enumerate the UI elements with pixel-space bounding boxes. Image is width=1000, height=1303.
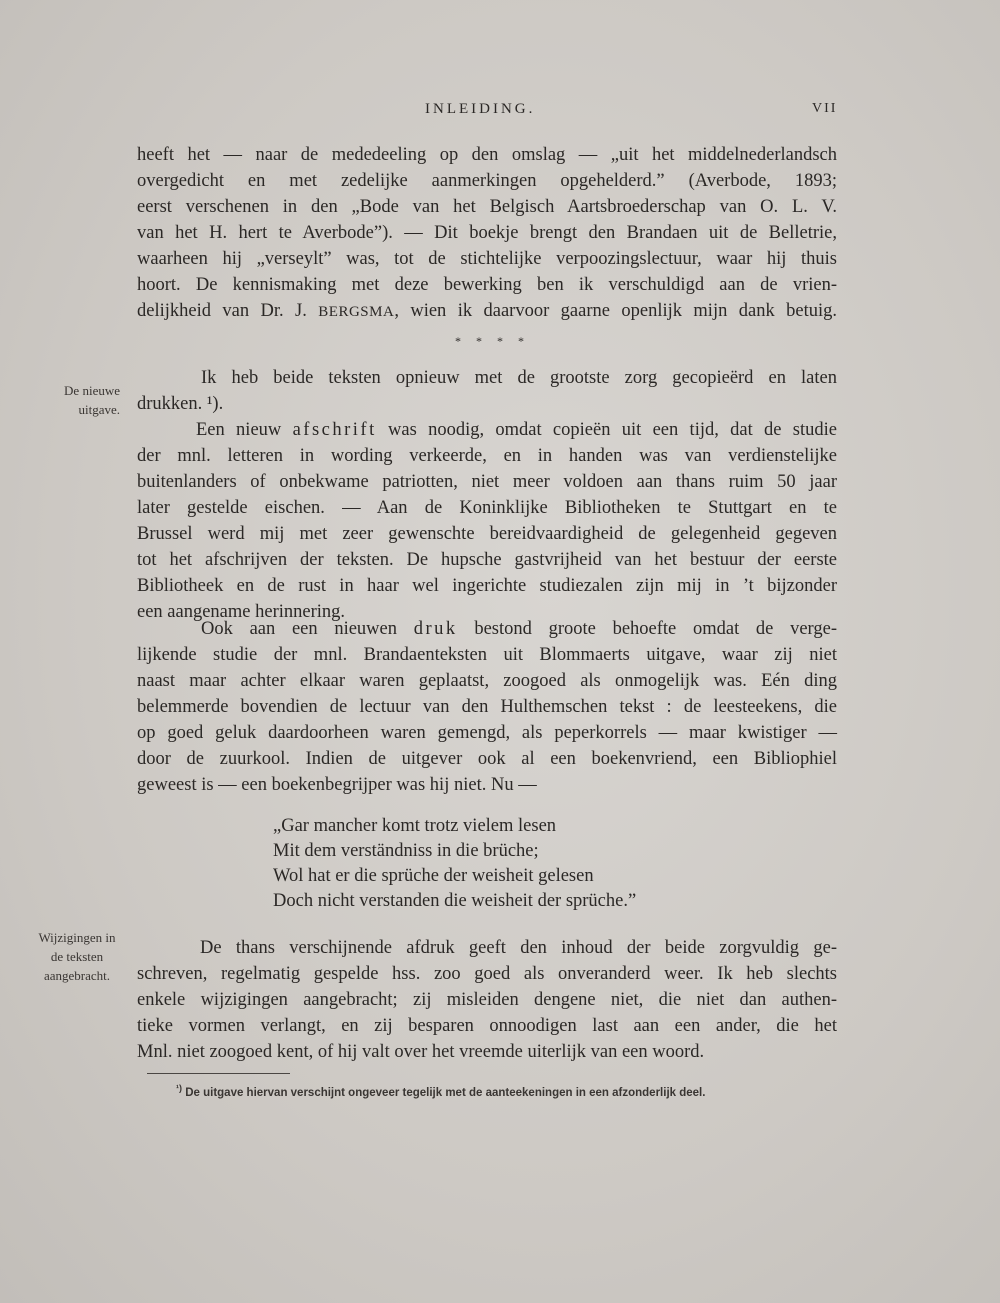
margin-note-line: Wijzigingen in xyxy=(38,930,116,945)
author-name: BERGSMA xyxy=(318,304,395,320)
text-line: tot het afschrijven der teksten. De hupsche gastvrijheid van het bestuur der eerste xyxy=(137,550,837,570)
text-line: drukken. ¹). xyxy=(137,394,224,414)
text-line: buitenlanders of onbekwame patriotten, niet meer voldoen aan thans ruim 50 jaar xyxy=(137,472,837,492)
text-line: van het H. hert te Averbode”). — Dit boekje brengt den Brandaen uit de Belletrie, xyxy=(137,223,837,243)
poem-line: „Gar mancher komt trotz vielem lesen xyxy=(273,816,557,836)
text-segment: bestond groote behoefte omdat de verge- xyxy=(457,619,837,639)
text-line: Brussel werd mij met zeer gewenschte bereidvaardigheid de gelegenheid gegeven xyxy=(137,524,837,544)
footnote-text: De uitgave hiervan verschijnt ongeveer tegelijk met de aanteekeningen in een afzonderlijk deel. xyxy=(185,1086,706,1099)
page-header xyxy=(0,101,1000,125)
text-line: overgedicht en met zedelijke aanmerkingen opgehelderd.” (Averbode, 1893; xyxy=(137,171,837,191)
text-line: belemmerde bovendien de lectuur van den Hulthemschen tekst : de leesteekens, die xyxy=(137,697,837,717)
text-line: enkele wijzigingen aangebracht; zij misleiden dengene niet, die niet dan authen- xyxy=(137,990,837,1010)
margin-note-line: de teksten xyxy=(50,949,104,964)
text-line xyxy=(201,616,837,642)
text-line: geweest is — een boekenbegrijper was hij niet. Nu — xyxy=(137,775,537,795)
text-line: een aangename herinnering. xyxy=(137,602,346,622)
poem-line: Doch nicht verstanden die weisheit der sprüche.” xyxy=(273,891,637,911)
emphasized-word: afschrift xyxy=(292,420,377,440)
text-line: op goed geluk daardoorheen waren gemengd, als peperkorrels — maar kwistiger — xyxy=(137,723,837,743)
footnote xyxy=(176,1083,705,1099)
text-line: waarheen hij „verseylt” was, tot de stichtelijke verpoozingslectuur, waar hij thuis xyxy=(137,249,837,269)
poem-line: Wol hat er die sprüche der weisheit gelesen xyxy=(273,866,594,886)
text-line: tieke vormen verlangt, en zij besparen onnoodigen last aan een ander, die het xyxy=(137,1016,837,1036)
text-line: der mnl. letteren in wording verkeerde, en in handen was van verdienstelijke xyxy=(137,446,837,466)
text-segment: was noodig, omdat copieën uit een tijd, dat de studie xyxy=(376,420,837,440)
text-line: De thans verschijnende afdruk geeft den inhoud der beide zorgvuldig ge- xyxy=(200,938,837,958)
text-line: Mnl. niet zoogoed kent, of hij valt over het vreemde uiterlijk van een woord. xyxy=(137,1042,705,1062)
footnote-rule xyxy=(147,1073,290,1074)
margin-note-changes xyxy=(24,928,130,985)
poem-line: Mit dem verständniss in die brüche; xyxy=(273,841,539,861)
margin-note-new-edition xyxy=(38,381,120,419)
text-line: Bibliotheek en de rust in haar wel ingerichte studiezalen zijn mij in ’t bijzonder xyxy=(137,576,837,596)
text-line xyxy=(196,417,837,443)
quoted-poem xyxy=(273,814,636,914)
text-line: hoort. De kennismaking met deze bewerking ben ik verschuldigd aan de vrien- xyxy=(137,275,837,295)
text-line: Ik heb beide teksten opnieuw met de grootste zorg gecopieërd en laten xyxy=(201,368,837,388)
text-line: lijkende studie der mnl. Brandaenteksten uit Blommaerts uitgave, waar zij niet xyxy=(137,645,837,665)
text-segment: Een nieuw xyxy=(196,420,293,440)
page-number: VII xyxy=(812,101,838,116)
text-line: schreven, regelmatig gespelde hss. zoo goed als onveranderd weer. Ik heb slechts xyxy=(137,964,837,984)
text-line xyxy=(137,298,837,325)
emphasized-word: druk xyxy=(413,619,458,639)
running-title: INLEIDING. xyxy=(425,101,536,117)
text-line: eerst verschenen in den „Bode van het Belgisch Aartsbroederschap van O. L. V. xyxy=(137,197,837,217)
text-line: naast maar achter elkaar waren geplaatst, zoogoed als onmogelijk was. Eén ding xyxy=(137,671,837,691)
text-line: heeft het — naar de mededeeling op den omslag — „uit het middelnederlandsch xyxy=(137,145,837,165)
section-separator: * * * * xyxy=(455,334,530,348)
margin-note-line: uitgave. xyxy=(78,402,120,417)
text-segment: , wien ik daarvoor gaarne openlijk mijn dank betuig. xyxy=(394,301,837,321)
text-line: later gestelde eischen. — Aan de Koninklijke Bibliotheken te Stuttgart en te xyxy=(137,498,837,518)
margin-note-line: aangebracht. xyxy=(43,968,111,983)
footnote-marker: ¹) xyxy=(176,1083,182,1093)
text-segment: Ook aan een nieuwen xyxy=(201,619,414,639)
margin-note-line: De nieuwe xyxy=(64,383,120,398)
text-line: door de zuurkool. Indien de uitgever ook al een boekenvriend, een Bibliophiel xyxy=(137,749,837,769)
text-segment: delijkheid van Dr. J. xyxy=(137,301,319,321)
